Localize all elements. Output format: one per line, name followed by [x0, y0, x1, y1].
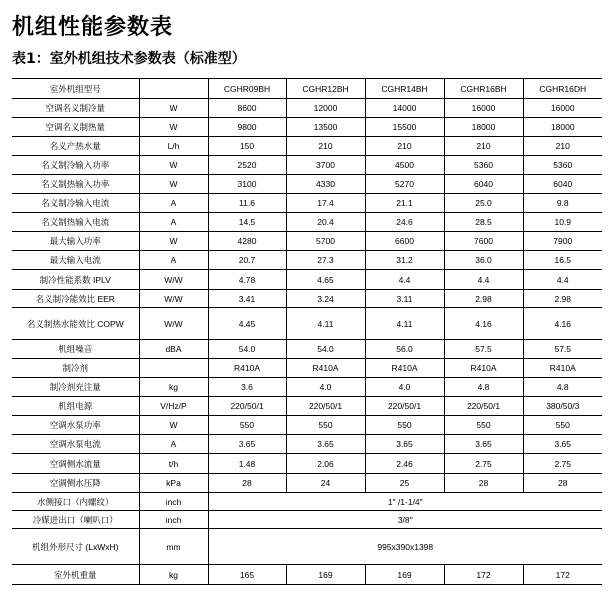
param-unit: A — [139, 194, 208, 213]
value-cell: 3.65 — [286, 435, 365, 454]
value-cell: 169 — [286, 565, 365, 585]
value-cell: 8600 — [208, 99, 286, 118]
value-cell: 4.11 — [365, 308, 444, 340]
value-cell: 3.41 — [208, 290, 286, 308]
header-model-label: 室外机组型号 — [12, 79, 139, 99]
param-unit: W/W — [139, 270, 208, 290]
table-row — [12, 511, 602, 529]
value-cell: 28.5 — [444, 213, 523, 232]
value-cell: 172 — [444, 565, 523, 585]
param-unit: W — [139, 99, 208, 118]
value-cell: 28 — [444, 474, 523, 493]
table-row — [12, 175, 602, 194]
param-unit: W — [139, 416, 208, 435]
value-cell: 4.4 — [523, 270, 602, 290]
value-cell: 3.65 — [365, 435, 444, 454]
table-caption: 表1：室外机组技术参数表（标准型） — [12, 51, 246, 67]
value-cell: 25.0 — [444, 194, 523, 213]
value-cell: 210 — [286, 137, 365, 156]
value-cell: 210 — [523, 137, 602, 156]
value-cell: R410A — [208, 359, 286, 378]
param-unit: W — [139, 156, 208, 175]
param-unit: t/h — [139, 454, 208, 474]
value-cell: 4280 — [208, 232, 286, 251]
value-cell: 2.75 — [444, 454, 523, 474]
value-cell: 54.0 — [286, 340, 365, 359]
param-name: 水侧接口（内螺纹） — [12, 493, 139, 511]
value-cell: 9.8 — [523, 194, 602, 213]
value-cell: 4500 — [365, 156, 444, 175]
merged-value-cell: 995x390x1398 — [208, 529, 602, 565]
value-cell: 169 — [365, 565, 444, 585]
param-unit: A — [139, 213, 208, 232]
param-name: 名义制热输入电流 — [12, 213, 139, 232]
spec-table-body — [12, 79, 602, 585]
param-name: 名义制热输入功率 — [12, 175, 139, 194]
value-cell: 2.75 — [523, 454, 602, 474]
table-row — [12, 454, 602, 474]
value-cell: 27.3 — [286, 251, 365, 270]
value-cell: 2.98 — [523, 290, 602, 308]
value-cell: 150 — [208, 137, 286, 156]
value-cell: R410A — [444, 359, 523, 378]
param-unit — [139, 359, 208, 378]
value-cell: 4.45 — [208, 308, 286, 340]
value-cell: 380/50/3 — [523, 397, 602, 416]
param-name: 名义制热水能效比 COPW — [12, 308, 139, 340]
value-cell: 7900 — [523, 232, 602, 251]
value-cell: 28 — [523, 474, 602, 493]
table-row — [12, 99, 602, 118]
value-cell: 14.5 — [208, 213, 286, 232]
value-cell: 5270 — [365, 175, 444, 194]
param-unit: kg — [139, 565, 208, 585]
param-unit: W — [139, 232, 208, 251]
value-cell: 5360 — [444, 156, 523, 175]
value-cell: 4.16 — [523, 308, 602, 340]
value-cell: 14000 — [365, 99, 444, 118]
value-cell: 3700 — [286, 156, 365, 175]
value-cell: 4.65 — [286, 270, 365, 290]
value-cell: 3.65 — [523, 435, 602, 454]
param-name: 最大输入电流 — [12, 251, 139, 270]
value-cell: 220/50/1 — [365, 397, 444, 416]
param-unit: W — [139, 175, 208, 194]
table-row — [12, 308, 602, 340]
param-unit: L/h — [139, 137, 208, 156]
param-name: 空调侧水流量 — [12, 454, 139, 474]
value-cell: 21.1 — [365, 194, 444, 213]
table-row — [12, 118, 602, 137]
value-cell: 17.4 — [286, 194, 365, 213]
header-model: CGHR16BH — [444, 79, 523, 99]
page-title: 机组性能参数表 — [12, 15, 174, 40]
value-cell: 4.0 — [365, 378, 444, 397]
value-cell: 5360 — [523, 156, 602, 175]
value-cell: 4.11 — [286, 308, 365, 340]
value-cell: 550 — [365, 416, 444, 435]
param-unit: kPa — [139, 474, 208, 493]
header-model: CGHR12BH — [286, 79, 365, 99]
header-unit — [139, 79, 208, 99]
param-unit: A — [139, 435, 208, 454]
value-cell: 4.8 — [444, 378, 523, 397]
value-cell: 31.2 — [365, 251, 444, 270]
table-header-row — [12, 79, 602, 99]
value-cell: 10.9 — [523, 213, 602, 232]
value-cell: 220/50/1 — [208, 397, 286, 416]
param-name: 名义产热水量 — [12, 137, 139, 156]
value-cell: 12000 — [286, 99, 365, 118]
value-cell: 210 — [365, 137, 444, 156]
param-name: 制冷剂充注量 — [12, 378, 139, 397]
table-row — [12, 156, 602, 175]
table-row — [12, 474, 602, 493]
value-cell: 2520 — [208, 156, 286, 175]
value-cell: 54.0 — [208, 340, 286, 359]
table-row — [12, 137, 602, 156]
value-cell: 57.5 — [523, 340, 602, 359]
param-unit: kg — [139, 378, 208, 397]
value-cell: 56.0 — [365, 340, 444, 359]
value-cell: 2.06 — [286, 454, 365, 474]
value-cell: 18000 — [523, 118, 602, 137]
value-cell: 18000 — [444, 118, 523, 137]
value-cell: 550 — [444, 416, 523, 435]
param-name: 空调侧水压降 — [12, 474, 139, 493]
param-unit: inch — [139, 493, 208, 511]
value-cell: R410A — [523, 359, 602, 378]
table-row — [12, 290, 602, 308]
value-cell: 3.11 — [365, 290, 444, 308]
spec-table — [12, 78, 602, 585]
value-cell: 2.98 — [444, 290, 523, 308]
param-name: 名义制冷输入功率 — [12, 156, 139, 175]
header-model: CGHR09BH — [208, 79, 286, 99]
param-unit: W/W — [139, 308, 208, 340]
param-name: 制冷剂 — [12, 359, 139, 378]
table-row — [12, 493, 602, 511]
table-row — [12, 435, 602, 454]
table-row — [12, 340, 602, 359]
value-cell: 3.6 — [208, 378, 286, 397]
param-unit: W/W — [139, 290, 208, 308]
value-cell: 16000 — [523, 99, 602, 118]
value-cell: 3.65 — [208, 435, 286, 454]
header-model: CGHR14BH — [365, 79, 444, 99]
table-row — [12, 194, 602, 213]
value-cell: 4.16 — [444, 308, 523, 340]
param-name: 制冷性能系数 IPLV — [12, 270, 139, 290]
table-row — [12, 397, 602, 416]
value-cell: 172 — [523, 565, 602, 585]
table-row — [12, 270, 602, 290]
value-cell: 15500 — [365, 118, 444, 137]
param-name: 空调水泵功率 — [12, 416, 139, 435]
value-cell: 4.4 — [365, 270, 444, 290]
value-cell: 24 — [286, 474, 365, 493]
value-cell: 6600 — [365, 232, 444, 251]
param-name: 机组噪音 — [12, 340, 139, 359]
value-cell: 13500 — [286, 118, 365, 137]
value-cell: 3.65 — [444, 435, 523, 454]
value-cell: 4.8 — [523, 378, 602, 397]
table-row — [12, 213, 602, 232]
header-model: CGHR16DH — [523, 79, 602, 99]
value-cell: 6040 — [444, 175, 523, 194]
param-name: 机组外形尺寸 (LxWxH) — [12, 529, 139, 565]
value-cell: 550 — [286, 416, 365, 435]
value-cell: 3.24 — [286, 290, 365, 308]
value-cell: 4.4 — [444, 270, 523, 290]
table-row — [12, 359, 602, 378]
value-cell: 5700 — [286, 232, 365, 251]
param-name: 室外机重量 — [12, 565, 139, 585]
merged-value-cell: 1" /1-1/4" — [208, 493, 602, 511]
param-unit: V/Hz/P — [139, 397, 208, 416]
param-unit: inch — [139, 511, 208, 529]
table-row — [12, 378, 602, 397]
value-cell: R410A — [286, 359, 365, 378]
value-cell: 220/50/1 — [444, 397, 523, 416]
value-cell: 28 — [208, 474, 286, 493]
value-cell: 36.0 — [444, 251, 523, 270]
param-unit: A — [139, 251, 208, 270]
value-cell: 1.48 — [208, 454, 286, 474]
param-unit: dBA — [139, 340, 208, 359]
value-cell: 16.5 — [523, 251, 602, 270]
merged-value-cell: 3/8" — [208, 511, 602, 529]
value-cell: 57.5 — [444, 340, 523, 359]
value-cell: 20.7 — [208, 251, 286, 270]
table-row — [12, 416, 602, 435]
table-row — [12, 251, 602, 270]
value-cell: 550 — [208, 416, 286, 435]
param-name: 空调名义制冷量 — [12, 99, 139, 118]
param-name: 最大输入功率 — [12, 232, 139, 251]
param-name: 空调名义制热量 — [12, 118, 139, 137]
value-cell: 4.0 — [286, 378, 365, 397]
value-cell: 9800 — [208, 118, 286, 137]
table-row — [12, 565, 602, 585]
param-name: 机组电源 — [12, 397, 139, 416]
value-cell: 7600 — [444, 232, 523, 251]
param-name: 空调水泵电流 — [12, 435, 139, 454]
value-cell: 4.78 — [208, 270, 286, 290]
value-cell: 3100 — [208, 175, 286, 194]
value-cell: 11.6 — [208, 194, 286, 213]
table-row — [12, 529, 602, 565]
value-cell: 2.46 — [365, 454, 444, 474]
value-cell: 4330 — [286, 175, 365, 194]
value-cell: 210 — [444, 137, 523, 156]
param-name: 名义制冷输入电流 — [12, 194, 139, 213]
value-cell: 24.6 — [365, 213, 444, 232]
value-cell: 220/50/1 — [286, 397, 365, 416]
param-name: 冷媒进出口（喇叭口） — [12, 511, 139, 529]
value-cell: 20.4 — [286, 213, 365, 232]
value-cell: 16000 — [444, 99, 523, 118]
value-cell: 550 — [523, 416, 602, 435]
table-row — [12, 232, 602, 251]
param-name: 名义制冷能效比 EER — [12, 290, 139, 308]
value-cell: 25 — [365, 474, 444, 493]
param-unit: W — [139, 118, 208, 137]
value-cell: R410A — [365, 359, 444, 378]
value-cell: 165 — [208, 565, 286, 585]
param-unit: mm — [139, 529, 208, 565]
value-cell: 6040 — [523, 175, 602, 194]
